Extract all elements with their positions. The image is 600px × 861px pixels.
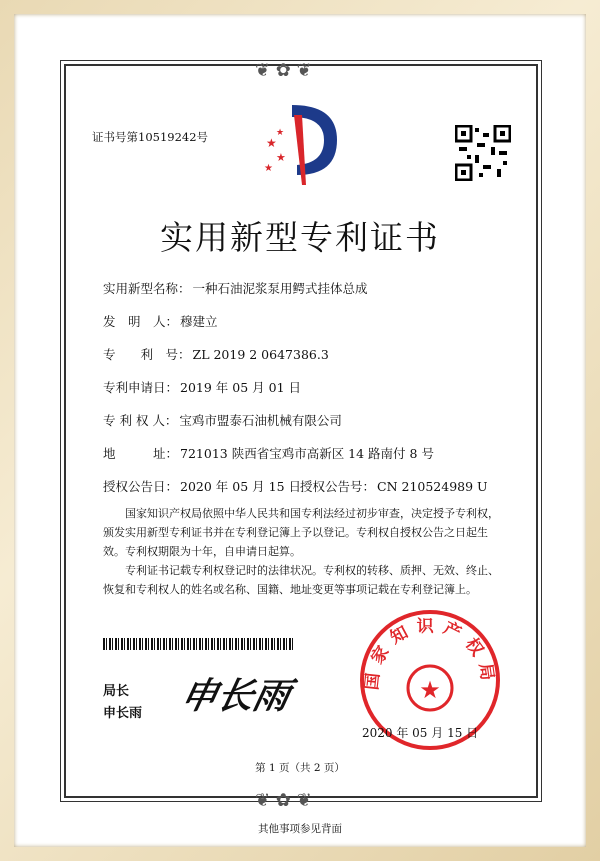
field-label: 发 明 人： bbox=[103, 314, 179, 329]
field-patentee bbox=[103, 411, 342, 429]
director-title: 局长 bbox=[103, 684, 130, 699]
footer-note: 其他事项参见背面 bbox=[258, 823, 342, 835]
field-label: 实用新型名称： bbox=[103, 281, 191, 296]
svg-text:★: ★ bbox=[276, 128, 285, 138]
certificate-number: 证书号第10519242号 bbox=[92, 130, 209, 144]
certificate-title: 实用新型专利证书 bbox=[160, 218, 440, 257]
field-value: 2019 年 05 月 01 日 bbox=[180, 380, 302, 395]
field-utility-model-name bbox=[103, 279, 368, 297]
field-label: 授权公告号： bbox=[300, 479, 376, 494]
svg-text:★: ★ bbox=[276, 151, 286, 164]
cnipa-logo-icon bbox=[262, 95, 342, 190]
field-application-date bbox=[103, 378, 301, 396]
qr-code-icon bbox=[455, 125, 511, 181]
field-label: 专 利 权 人： bbox=[103, 413, 178, 428]
field-value: ZL 2019 2 0647386.3 bbox=[192, 347, 329, 362]
field-label: 专利申请日： bbox=[103, 380, 179, 395]
field-announcement-number bbox=[300, 477, 488, 495]
field-value: CN 210524989 U bbox=[377, 479, 488, 494]
bottom-ornament-icon: ❦ ✿ ❦ bbox=[255, 790, 312, 811]
field-value: 2020 年 05 月 15 日 bbox=[180, 479, 302, 494]
field-patent-number bbox=[103, 345, 329, 363]
field-value: 721013 陕西省宝鸡市高新区 14 路南付 8 号 bbox=[180, 446, 434, 461]
svg-text:★: ★ bbox=[264, 163, 273, 174]
field-label: 地 址： bbox=[103, 446, 179, 461]
svg-text:国家知识产权局: 国家知识产权局 bbox=[362, 616, 499, 692]
field-value: 宝鸡市盟泰石油机械有限公司 bbox=[179, 413, 342, 428]
field-inventor bbox=[103, 312, 218, 330]
field-label: 授权公告日： bbox=[103, 479, 179, 494]
field-address bbox=[103, 444, 434, 462]
barcode bbox=[103, 638, 293, 650]
seal-date: 2020 年 05 月 15 日 bbox=[362, 726, 479, 740]
director-signature: 申长雨 bbox=[177, 675, 294, 717]
field-grant-date bbox=[103, 477, 301, 495]
grant-paragraph: 国家知识产权局依照中华人民共和国专利法经过初步审查，决定授予专利权，颁发实用新型专利证书并在专利登记簿上予以登记。专利权自授权公告之日起生效。专利权期限为十年，自申请日起算。 bbox=[103, 507, 499, 558]
top-ornament-icon: ❦ ✿ ❦ bbox=[255, 60, 312, 81]
field-value: 穆建立 bbox=[180, 314, 218, 329]
legal-status-paragraph: 专利证书记载专利权登记时的法律状况。专利权的转移、质押、无效、终止、恢复和专利权人的姓名或名称、国籍、地址变更等事项记载在专利登记簿上。 bbox=[103, 564, 499, 596]
svg-text:★: ★ bbox=[266, 136, 277, 150]
field-label: 专 利 号： bbox=[103, 347, 191, 362]
field-value: 一种石油泥浆泵用鳄式挂体总成 bbox=[192, 281, 368, 296]
page-indicator: 第 1 页（共 2 页） bbox=[255, 762, 345, 774]
svg-text:★: ★ bbox=[419, 676, 441, 704]
director-name: 申长雨 bbox=[103, 706, 143, 721]
